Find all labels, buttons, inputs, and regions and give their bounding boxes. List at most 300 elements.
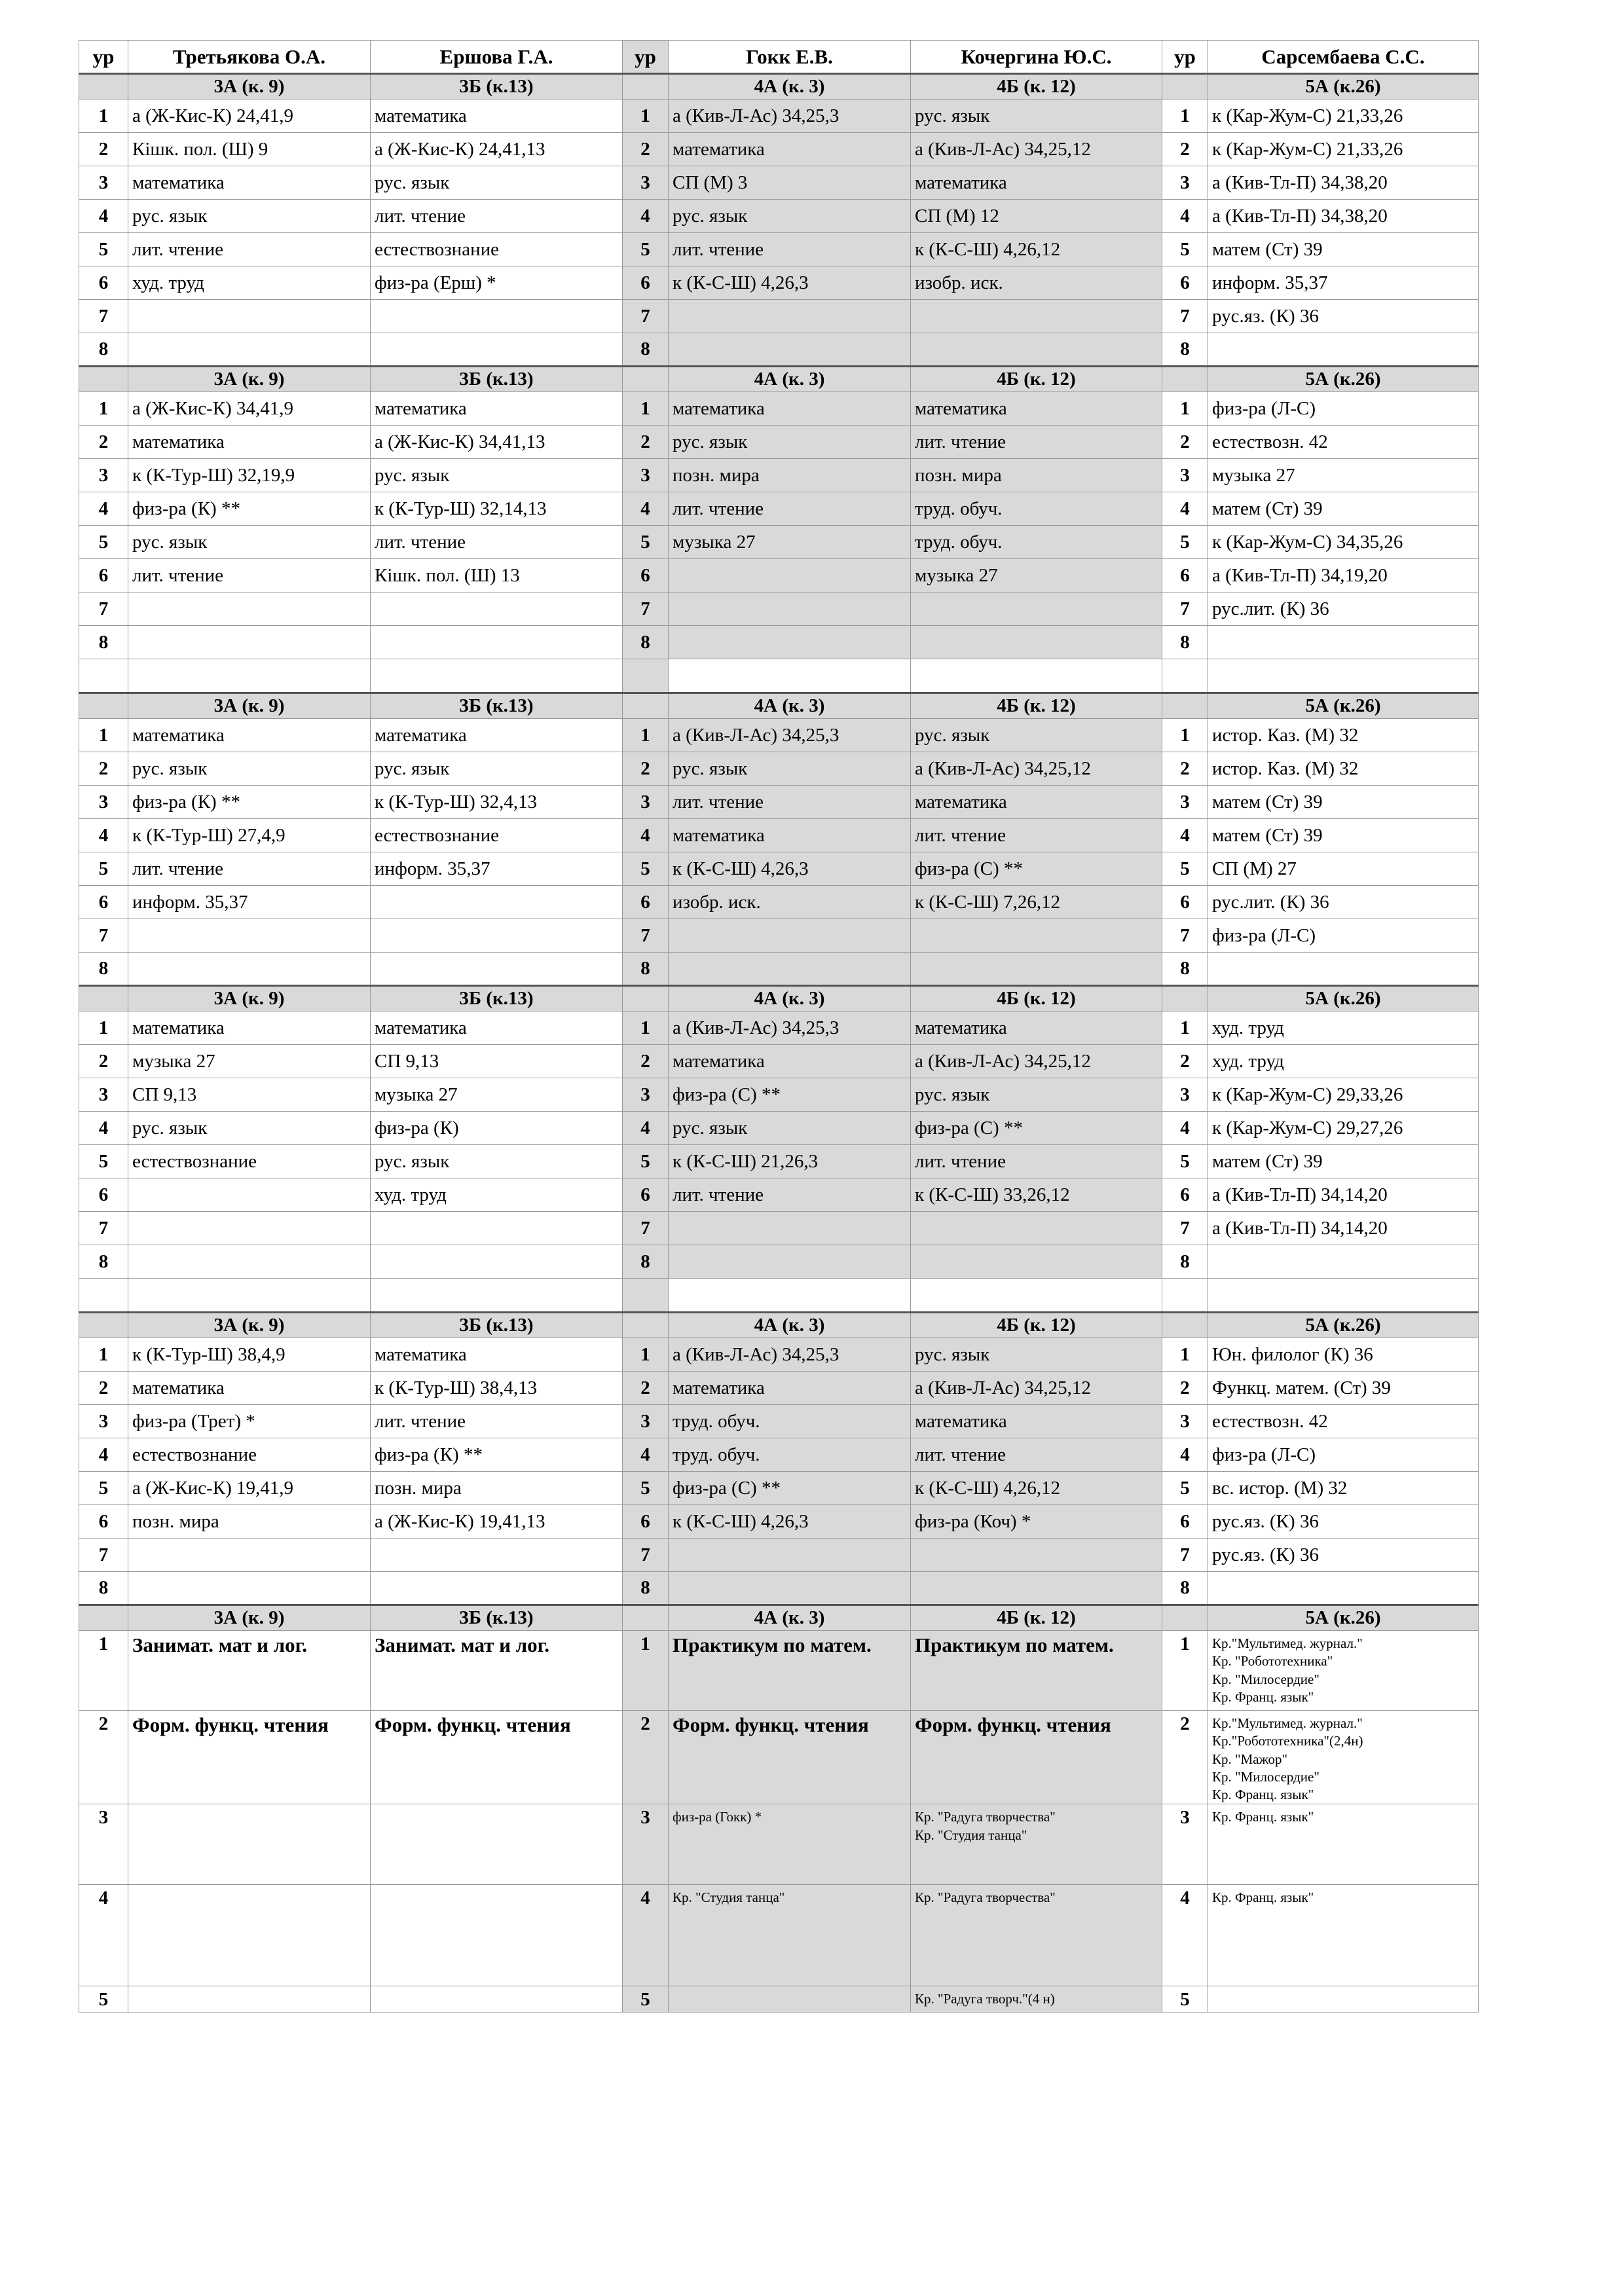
- lesson-number-header: ур: [623, 41, 669, 74]
- lesson-row: [79, 819, 1479, 852]
- lesson-number: 8: [79, 1572, 128, 1605]
- lesson-cell: [669, 919, 911, 953]
- lesson-number: 7: [1162, 919, 1208, 953]
- class-header-blank: [623, 74, 669, 100]
- lesson-number: 8: [1162, 1245, 1208, 1279]
- lesson-cell: к (К-Тур-Ш) 32,14,13: [371, 492, 623, 526]
- lesson-cell: СП (М) 3: [669, 166, 911, 200]
- lesson-cell: рус. язык: [128, 526, 371, 559]
- class-label: 5А (к.26): [1208, 986, 1479, 1011]
- lesson-row: [79, 786, 1479, 819]
- lesson-cell: математика: [128, 719, 371, 752]
- lesson-row: [79, 392, 1479, 426]
- lesson-cell: математика: [669, 133, 911, 166]
- lesson-cell: физ-ра (Л-С): [1208, 1438, 1479, 1472]
- lesson-number: 1: [1162, 392, 1208, 426]
- lesson-cell: математика: [911, 166, 1162, 200]
- lesson-number: 2: [79, 1711, 128, 1804]
- lesson-number: 2: [623, 133, 669, 166]
- lesson-number-header: ур: [1162, 41, 1208, 74]
- lesson-cell: худ. труд: [1208, 1011, 1479, 1045]
- club-cell: Форм. функц. чтения: [128, 1711, 371, 1804]
- lesson-cell: [1208, 1245, 1479, 1279]
- class-label: 5А (к.26): [1208, 74, 1479, 100]
- club-list-cell: Кр."Мультимед. журнал." Кр. "Робототехника" Кр. "Милосердие" Кр. Франц. язык": [1208, 1631, 1479, 1711]
- lesson-cell: истор. Каз. (М) 32: [1208, 719, 1479, 752]
- lesson-cell: [911, 1539, 1162, 1572]
- lesson-cell: физ-ра (С) **: [911, 852, 1162, 886]
- lesson-cell: физ-ра (Л-С): [1208, 392, 1479, 426]
- lesson-cell: рус.яз. (К) 36: [1208, 1539, 1479, 1572]
- lesson-cell: [911, 626, 1162, 659]
- lesson-cell: [669, 626, 911, 659]
- lesson-number: 1: [623, 1631, 669, 1711]
- class-label: 3Б (к.13): [371, 367, 623, 392]
- lesson-cell: физ-ра (К): [371, 1112, 623, 1145]
- lesson-cell: истор. Каз. (М) 32: [1208, 752, 1479, 786]
- lesson-number: 3: [623, 786, 669, 819]
- lesson-cell: естествозн. 42: [1208, 1405, 1479, 1438]
- lesson-row: [79, 953, 1479, 986]
- lesson-number: 1: [623, 100, 669, 133]
- lesson-cell: а (Кив-Тл-П) 34,38,20: [1208, 200, 1479, 233]
- lesson-number: 2: [623, 752, 669, 786]
- lesson-number: 3: [1162, 1078, 1208, 1112]
- club-cell: физ-ра (Гокк) *: [669, 1804, 911, 1885]
- timetable-body: [79, 41, 1479, 2013]
- lesson-cell: лит. чтение: [669, 1178, 911, 1212]
- lesson-number: 1: [623, 1011, 669, 1045]
- lesson-cell: рус. язык: [911, 1078, 1162, 1112]
- spacer-cell: [128, 1279, 371, 1313]
- lesson-cell: рус. язык: [911, 100, 1162, 133]
- lesson-cell: к (К-Тур-Ш) 27,4,9: [128, 819, 371, 852]
- class-label: 4Б (к. 12): [911, 693, 1162, 719]
- club-list-cell: Кр. Франц. язык": [1208, 1804, 1479, 1885]
- club-row: [79, 1631, 1479, 1711]
- lesson-number: 8: [623, 1245, 669, 1279]
- lesson-number: 5: [623, 233, 669, 266]
- lesson-cell: позн. мира: [911, 459, 1162, 492]
- lesson-number: 5: [1162, 233, 1208, 266]
- lesson-row: [79, 200, 1479, 233]
- lesson-cell: [669, 333, 911, 367]
- class-label: 4Б (к. 12): [911, 74, 1162, 100]
- teacher-header: Кочергина Ю.С.: [911, 41, 1162, 74]
- lesson-row: [79, 1178, 1479, 1212]
- lesson-cell: лит. чтение: [669, 492, 911, 526]
- lesson-cell: [128, 953, 371, 986]
- lesson-number: 4: [1162, 1112, 1208, 1145]
- lesson-cell: [371, 333, 623, 367]
- lesson-number: 4: [623, 1438, 669, 1472]
- class-header-row: [79, 1605, 1479, 1631]
- lesson-cell: к (К-С-Ш) 4,26,3: [669, 1505, 911, 1539]
- lesson-cell: вс. истор. (М) 32: [1208, 1472, 1479, 1505]
- lesson-number: 7: [623, 1212, 669, 1245]
- lesson-cell: [911, 1212, 1162, 1245]
- lesson-cell: рус. язык: [669, 426, 911, 459]
- teacher-header: Сарсембаева С.С.: [1208, 41, 1479, 74]
- lesson-cell: СП (М) 12: [911, 200, 1162, 233]
- lesson-cell: худ. труд: [1208, 1045, 1479, 1078]
- lesson-cell: труд. обуч.: [911, 492, 1162, 526]
- lesson-cell: естествознание: [371, 233, 623, 266]
- lesson-number: 4: [1162, 200, 1208, 233]
- class-header-blank: [79, 367, 128, 392]
- lesson-number: 4: [79, 1112, 128, 1145]
- club-cell: Кр. "Радуга творч."(4 н): [911, 1986, 1162, 2013]
- lesson-cell: [371, 1539, 623, 1572]
- timetable: [79, 40, 1479, 2013]
- lesson-cell: математика: [371, 100, 623, 133]
- lesson-number: 3: [79, 1804, 128, 1885]
- lesson-cell: [669, 1539, 911, 1572]
- lesson-number: 6: [79, 1178, 128, 1212]
- lesson-number: 7: [1162, 300, 1208, 333]
- lesson-number: 7: [623, 300, 669, 333]
- lesson-row: [79, 1472, 1479, 1505]
- lesson-cell: музыка 27: [911, 559, 1162, 592]
- lesson-number: 5: [1162, 1472, 1208, 1505]
- lesson-cell: физ-ра (К) **: [128, 492, 371, 526]
- lesson-row: [79, 886, 1479, 919]
- club-list-cell: Кр."Мультимед. журнал." Кр."Робототехника"(2,4н) Кр. "Мажор" Кр. "Милосердие" Кр. Франц. язык": [1208, 1711, 1479, 1804]
- lesson-number: 8: [79, 953, 128, 986]
- spacer-cell: [371, 1279, 623, 1313]
- lesson-number: 1: [1162, 1631, 1208, 1711]
- lesson-cell: а (Кив-Л-Ас) 34,25,3: [669, 719, 911, 752]
- lesson-cell: лит. чтение: [911, 1438, 1162, 1472]
- lesson-row: [79, 100, 1479, 133]
- lesson-cell: рус. язык: [371, 752, 623, 786]
- lesson-cell: а (Кив-Л-Ас) 34,25,3: [669, 100, 911, 133]
- lesson-row: [79, 426, 1479, 459]
- lesson-cell: лит. чтение: [669, 786, 911, 819]
- class-label: 4А (к. 3): [669, 693, 911, 719]
- lesson-number: 5: [623, 1145, 669, 1178]
- lesson-number: 8: [79, 626, 128, 659]
- lesson-row: [79, 300, 1479, 333]
- spacer-cell: [623, 659, 669, 693]
- lesson-cell: а (Кив-Тл-П) 34,14,20: [1208, 1212, 1479, 1245]
- lesson-cell: позн. мира: [128, 1505, 371, 1539]
- lesson-row: [79, 719, 1479, 752]
- lesson-number: 8: [1162, 333, 1208, 367]
- lesson-number: 6: [79, 266, 128, 300]
- lesson-cell: [128, 1245, 371, 1279]
- lesson-number: 7: [79, 1539, 128, 1572]
- lesson-cell: труд. обуч.: [669, 1438, 911, 1472]
- lesson-number: 5: [1162, 852, 1208, 886]
- lesson-cell: физ-ра (Л-С): [1208, 919, 1479, 953]
- schedule-sheet: [79, 40, 1478, 2013]
- lesson-cell: рус. язык: [911, 719, 1162, 752]
- class-header-blank: [1162, 74, 1208, 100]
- lesson-cell: математика: [669, 392, 911, 426]
- lesson-row: [79, 492, 1479, 526]
- lesson-cell: [911, 953, 1162, 986]
- lesson-row: [79, 1539, 1479, 1572]
- lesson-number: 2: [1162, 1711, 1208, 1804]
- lesson-number: 2: [79, 1372, 128, 1405]
- class-label: 3А (к. 9): [128, 74, 371, 100]
- lesson-cell: лит. чтение: [669, 233, 911, 266]
- lesson-number: 3: [79, 459, 128, 492]
- class-label: 3Б (к.13): [371, 1313, 623, 1338]
- lesson-row: [79, 1572, 1479, 1605]
- lesson-number: 2: [79, 1045, 128, 1078]
- lesson-cell: математика: [371, 1011, 623, 1045]
- lesson-cell: рус. язык: [128, 1112, 371, 1145]
- lesson-cell: Кiшк. пол. (Ш) 13: [371, 559, 623, 592]
- lesson-cell: музыка 27: [1208, 459, 1479, 492]
- lesson-number: 6: [623, 1505, 669, 1539]
- lesson-cell: к (К-С-Ш) 4,26,3: [669, 266, 911, 300]
- lesson-cell: музыка 27: [371, 1078, 623, 1112]
- class-label: 4А (к. 3): [669, 367, 911, 392]
- lesson-number: 1: [623, 1338, 669, 1372]
- lesson-cell: математика: [371, 719, 623, 752]
- lesson-number: 7: [1162, 592, 1208, 626]
- lesson-cell: физ-ра (С) **: [911, 1112, 1162, 1145]
- lesson-cell: математика: [911, 1405, 1162, 1438]
- lesson-number: 4: [79, 492, 128, 526]
- lesson-cell: худ. труд: [128, 266, 371, 300]
- class-label: 3Б (к.13): [371, 74, 623, 100]
- spacer-cell: [1208, 659, 1479, 693]
- lesson-cell: физ-ра (К) **: [371, 1438, 623, 1472]
- lesson-cell: матем (Ст) 39: [1208, 492, 1479, 526]
- lesson-cell: лит. чтение: [911, 426, 1162, 459]
- lesson-row: [79, 1112, 1479, 1145]
- lesson-number: 5: [79, 1986, 128, 2013]
- lesson-cell: рус. язык: [128, 200, 371, 233]
- lesson-number: 1: [1162, 1011, 1208, 1045]
- class-header-blank: [623, 367, 669, 392]
- lesson-number: 2: [623, 1045, 669, 1078]
- lesson-number: 5: [79, 1145, 128, 1178]
- lesson-cell: [371, 626, 623, 659]
- lesson-cell: [371, 953, 623, 986]
- lesson-cell: [128, 1212, 371, 1245]
- class-label: 4А (к. 3): [669, 1313, 911, 1338]
- lesson-number: 3: [79, 1405, 128, 1438]
- lesson-number: 2: [623, 426, 669, 459]
- lesson-cell: [669, 953, 911, 986]
- lesson-number: 1: [623, 392, 669, 426]
- lesson-number: 8: [623, 1572, 669, 1605]
- lesson-cell: математика: [911, 786, 1162, 819]
- class-header-row: [79, 367, 1479, 392]
- lesson-cell: а (Кив-Л-Ас) 34,25,12: [911, 752, 1162, 786]
- lesson-cell: [911, 333, 1162, 367]
- lesson-cell: естествознание: [128, 1145, 371, 1178]
- lesson-cell: рус. язык: [669, 200, 911, 233]
- lesson-cell: изобр. иск.: [669, 886, 911, 919]
- lesson-cell: [128, 919, 371, 953]
- lesson-cell: лит. чтение: [371, 1405, 623, 1438]
- lesson-cell: а (Кив-Л-Ас) 34,25,3: [669, 1011, 911, 1045]
- lesson-cell: [128, 300, 371, 333]
- lesson-number: 6: [623, 1178, 669, 1212]
- class-label: 5А (к.26): [1208, 1605, 1479, 1631]
- class-label: 4Б (к. 12): [911, 1605, 1162, 1631]
- lesson-number: 8: [79, 333, 128, 367]
- lesson-cell: лит. чтение: [128, 233, 371, 266]
- lesson-cell: труд. обуч.: [669, 1405, 911, 1438]
- spacer-cell: [669, 1279, 911, 1313]
- lesson-cell: математика: [128, 166, 371, 200]
- lesson-cell: [371, 300, 623, 333]
- lesson-cell: к (Кар-Жум-С) 34,35,26: [1208, 526, 1479, 559]
- lesson-cell: [1208, 1572, 1479, 1605]
- lesson-number: 4: [1162, 819, 1208, 852]
- lesson-cell: рус. язык: [371, 166, 623, 200]
- teacher-header: Третьякова О.А.: [128, 41, 371, 74]
- lesson-number: 7: [79, 300, 128, 333]
- lesson-number: 5: [623, 526, 669, 559]
- class-header-row: [79, 1313, 1479, 1338]
- lesson-number: 8: [623, 953, 669, 986]
- lesson-number: 2: [1162, 133, 1208, 166]
- lesson-cell: к (Кар-Жум-С) 29,33,26: [1208, 1078, 1479, 1112]
- lesson-number: 7: [623, 919, 669, 953]
- lesson-number: 3: [1162, 1405, 1208, 1438]
- lesson-cell: физ-ра (К) **: [128, 786, 371, 819]
- lesson-number: 1: [1162, 100, 1208, 133]
- lesson-cell: [371, 886, 623, 919]
- lesson-number: 5: [1162, 526, 1208, 559]
- class-label: 3А (к. 9): [128, 1605, 371, 1631]
- lesson-cell: рус. язык: [371, 459, 623, 492]
- lesson-number: 5: [79, 1472, 128, 1505]
- lesson-cell: [911, 1245, 1162, 1279]
- lesson-number: 1: [623, 719, 669, 752]
- club-cell: Форм. функц. чтения: [911, 1711, 1162, 1804]
- lesson-cell: к (К-Тур-Ш) 32,4,13: [371, 786, 623, 819]
- lesson-cell: [911, 1572, 1162, 1605]
- lesson-number: 4: [79, 819, 128, 852]
- lesson-cell: рус. язык: [669, 752, 911, 786]
- class-label: 4А (к. 3): [669, 986, 911, 1011]
- lesson-number: 8: [79, 1245, 128, 1279]
- lesson-cell: рус.лит. (К) 36: [1208, 592, 1479, 626]
- lesson-number: 7: [79, 592, 128, 626]
- class-label: 4А (к. 3): [669, 1605, 911, 1631]
- lesson-number: 4: [623, 200, 669, 233]
- club-row: [79, 1885, 1479, 1986]
- lesson-cell: математика: [128, 1372, 371, 1405]
- lesson-number: 3: [1162, 459, 1208, 492]
- club-cell: Форм. функц. чтения: [371, 1711, 623, 1804]
- lesson-cell: Кiшк. пол. (Ш) 9: [128, 133, 371, 166]
- lesson-cell: математика: [371, 1338, 623, 1372]
- lesson-cell: [1208, 626, 1479, 659]
- lesson-cell: а (Кив-Л-Ас) 34,25,12: [911, 1045, 1162, 1078]
- lesson-cell: СП (М) 27: [1208, 852, 1479, 886]
- lesson-number: 2: [1162, 1372, 1208, 1405]
- club-cell: Кр. "Студия танца": [669, 1885, 911, 1986]
- spacer-cell: [128, 659, 371, 693]
- class-header-blank: [1162, 1605, 1208, 1631]
- spacer-cell: [669, 659, 911, 693]
- lesson-row: [79, 1438, 1479, 1472]
- lesson-cell: [911, 300, 1162, 333]
- lesson-cell: [669, 1212, 911, 1245]
- lesson-row: [79, 233, 1479, 266]
- lesson-number: 7: [1162, 1212, 1208, 1245]
- class-label: 3А (к. 9): [128, 367, 371, 392]
- lesson-row: [79, 626, 1479, 659]
- club-list-cell: Кр. Франц. язык": [1208, 1885, 1479, 1986]
- lesson-row: [79, 1405, 1479, 1438]
- lesson-cell: к (К-Тур-Ш) 38,4,13: [371, 1372, 623, 1405]
- class-label: 5А (к.26): [1208, 1313, 1479, 1338]
- lesson-cell: а (Кив-Тл-П) 34,19,20: [1208, 559, 1479, 592]
- lesson-number: 2: [623, 1372, 669, 1405]
- lesson-number: 7: [1162, 1539, 1208, 1572]
- lesson-row: [79, 1078, 1479, 1112]
- lesson-number: 3: [1162, 1804, 1208, 1885]
- teacher-header: Гокк Е.В.: [669, 41, 911, 74]
- lesson-number: 3: [1162, 786, 1208, 819]
- lesson-cell: [128, 592, 371, 626]
- lesson-cell: [669, 559, 911, 592]
- spacer-cell: [371, 659, 623, 693]
- lesson-cell: [669, 592, 911, 626]
- class-header-row: [79, 693, 1479, 719]
- lesson-cell: позн. мира: [371, 1472, 623, 1505]
- lesson-cell: математика: [669, 1045, 911, 1078]
- class-header-blank: [623, 693, 669, 719]
- lesson-cell: рус.яз. (К) 36: [1208, 300, 1479, 333]
- lesson-number: 4: [79, 1438, 128, 1472]
- spacer-cell: [1162, 659, 1208, 693]
- class-label: 3Б (к.13): [371, 986, 623, 1011]
- lesson-number: 8: [623, 333, 669, 367]
- class-label: 5А (к.26): [1208, 693, 1479, 719]
- lesson-number: 5: [1162, 1986, 1208, 2013]
- lesson-cell: матем (Ст) 39: [1208, 819, 1479, 852]
- spacer-cell: [1162, 1279, 1208, 1313]
- class-header-blank: [623, 986, 669, 1011]
- lesson-number: 6: [1162, 1505, 1208, 1539]
- club-row: [79, 1711, 1479, 1804]
- club-cell: [371, 1885, 623, 1986]
- lesson-number: 2: [1162, 426, 1208, 459]
- club-cell: Практикум по матем.: [911, 1631, 1162, 1711]
- lesson-number: 7: [79, 919, 128, 953]
- lesson-cell: лит. чтение: [128, 852, 371, 886]
- club-cell: Кр. "Радуга творчества" Кр. "Студия танца": [911, 1804, 1162, 1885]
- lesson-cell: математика: [371, 392, 623, 426]
- lesson-cell: лит. чтение: [911, 1145, 1162, 1178]
- lesson-cell: физ-ра (С) **: [669, 1078, 911, 1112]
- lesson-cell: рус. язык: [669, 1112, 911, 1145]
- lesson-cell: математика: [911, 1011, 1162, 1045]
- lesson-row: [79, 559, 1479, 592]
- club-cell: [371, 1804, 623, 1885]
- lesson-number: 3: [623, 459, 669, 492]
- lesson-cell: физ-ра (С) **: [669, 1472, 911, 1505]
- lesson-cell: лит. чтение: [371, 200, 623, 233]
- lesson-row: [79, 1212, 1479, 1245]
- lesson-cell: а (Ж-Кис-К) 24,41,9: [128, 100, 371, 133]
- lesson-number: 5: [79, 526, 128, 559]
- club-row: [79, 1804, 1479, 1885]
- lesson-number: 8: [623, 626, 669, 659]
